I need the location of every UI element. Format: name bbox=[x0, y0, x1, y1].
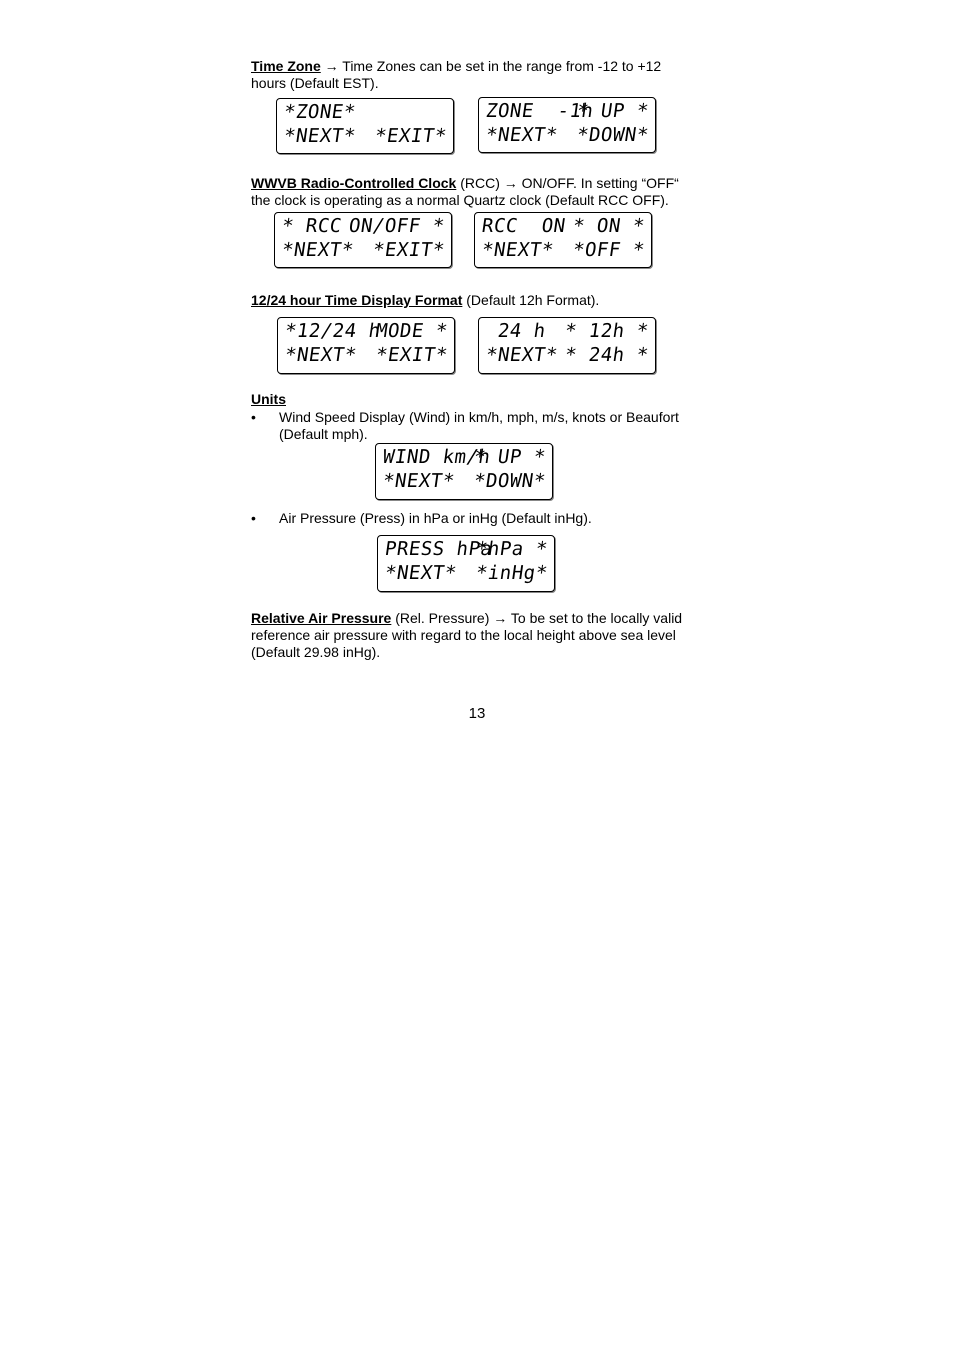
timezone-text-2: hours (Default EST). bbox=[251, 75, 379, 91]
rcc-text-1: (RCC) → ON/OFF. In setting “OFF“ bbox=[456, 175, 679, 191]
lcd-text: *OFF * bbox=[571, 239, 647, 261]
format-paragraph bbox=[251, 292, 711, 309]
format-text-1: (Default 12h Format). bbox=[462, 292, 600, 308]
wind-text-1: Wind Speed Display (Wind) in km/h, mph, m/s, knots or Beaufort bbox=[279, 409, 679, 425]
lcd-text: *DOWN* bbox=[472, 470, 548, 492]
lcd-text: *NEXT* bbox=[381, 470, 457, 492]
lcd-text: *EXIT* bbox=[373, 125, 449, 147]
lcd-text: MODE * bbox=[374, 320, 450, 342]
lcd-text: ON/OFF * bbox=[347, 215, 447, 237]
lcd-text: * 12h * bbox=[563, 320, 651, 342]
lcd-text: *NEXT* bbox=[383, 562, 459, 584]
lcd-text: RCC ON bbox=[480, 215, 568, 237]
rcc-heading: WWVB Radio-Controlled Clock bbox=[251, 175, 457, 191]
lcd-text: * ON * bbox=[571, 215, 647, 237]
lcd-text: * 24h * bbox=[563, 344, 651, 366]
relpress-text-3: (Default 29.98 inHg). bbox=[251, 644, 381, 660]
lcd-rcc-setting bbox=[474, 212, 652, 268]
relpress-text-1: (Rel. Pressure) → To be set to the locally valid bbox=[391, 610, 683, 626]
lcd-text: *NEXT* bbox=[484, 344, 560, 366]
lcd-format-setting bbox=[478, 317, 656, 374]
bullet-dot: • bbox=[251, 510, 256, 526]
lcd-format-menu bbox=[277, 317, 455, 374]
lcd-text: * RCC bbox=[280, 215, 344, 237]
lcd-text: *NEXT* bbox=[484, 124, 560, 146]
press-bullet-text bbox=[279, 510, 709, 527]
lcd-text: PRESS hPa bbox=[383, 538, 494, 560]
lcd-press bbox=[377, 535, 555, 592]
lcd-text: WIND km/h bbox=[381, 446, 492, 468]
press-text: Air Pressure (Press) in hPa or inHg (Default inHg). bbox=[279, 510, 592, 526]
bullet-dot: • bbox=[251, 409, 256, 425]
lcd-text: * UP * bbox=[472, 446, 548, 468]
lcd-text: *NEXT* bbox=[283, 344, 359, 366]
lcd-text: *EXIT* bbox=[374, 344, 450, 366]
lcd-text: *12/24 h bbox=[283, 320, 383, 342]
rcc-paragraph bbox=[251, 175, 711, 209]
relpress-heading: Relative Air Pressure bbox=[251, 610, 392, 626]
lcd-text: *EXIT* bbox=[371, 239, 447, 261]
timezone-heading: Time Zone bbox=[251, 58, 321, 74]
wind-text-2: (Default mph). bbox=[279, 426, 368, 442]
wind-bullet-text bbox=[279, 409, 709, 443]
lcd-text: *DOWN* bbox=[575, 124, 651, 146]
lcd-timezone-menu bbox=[276, 98, 454, 154]
lcd-timezone-setting bbox=[478, 97, 656, 153]
timezone-paragraph bbox=[251, 58, 711, 92]
units-heading: Units bbox=[251, 391, 286, 407]
rcc-text-2: the clock is operating as a normal Quartz clock (Default RCC OFF). bbox=[251, 192, 669, 208]
units-heading-block bbox=[251, 391, 711, 408]
lcd-rcc-menu bbox=[274, 212, 452, 268]
lcd-text: 24 h bbox=[484, 320, 548, 342]
timezone-text-1: → Time Zones can be set in the range from -12 to +12 bbox=[320, 58, 662, 74]
relpress-text-2: reference air pressure with regard to the local height above sea level bbox=[251, 627, 676, 643]
lcd-text: *NEXT* bbox=[282, 125, 358, 147]
lcd-text: *ZONE* bbox=[282, 101, 358, 123]
relpress-paragraph bbox=[251, 610, 711, 661]
page-number: 13 bbox=[468, 705, 486, 722]
lcd-wind bbox=[375, 443, 553, 500]
lcd-text: *inHg* bbox=[474, 562, 550, 584]
lcd-text: ZONE -1h bbox=[484, 100, 595, 122]
format-heading: 12/24 hour Time Display Format bbox=[251, 292, 463, 308]
lcd-text: *hPa * bbox=[474, 538, 550, 560]
lcd-text: * UP * bbox=[575, 100, 651, 122]
lcd-text: *NEXT* bbox=[280, 239, 356, 261]
lcd-text: *NEXT* bbox=[480, 239, 556, 261]
